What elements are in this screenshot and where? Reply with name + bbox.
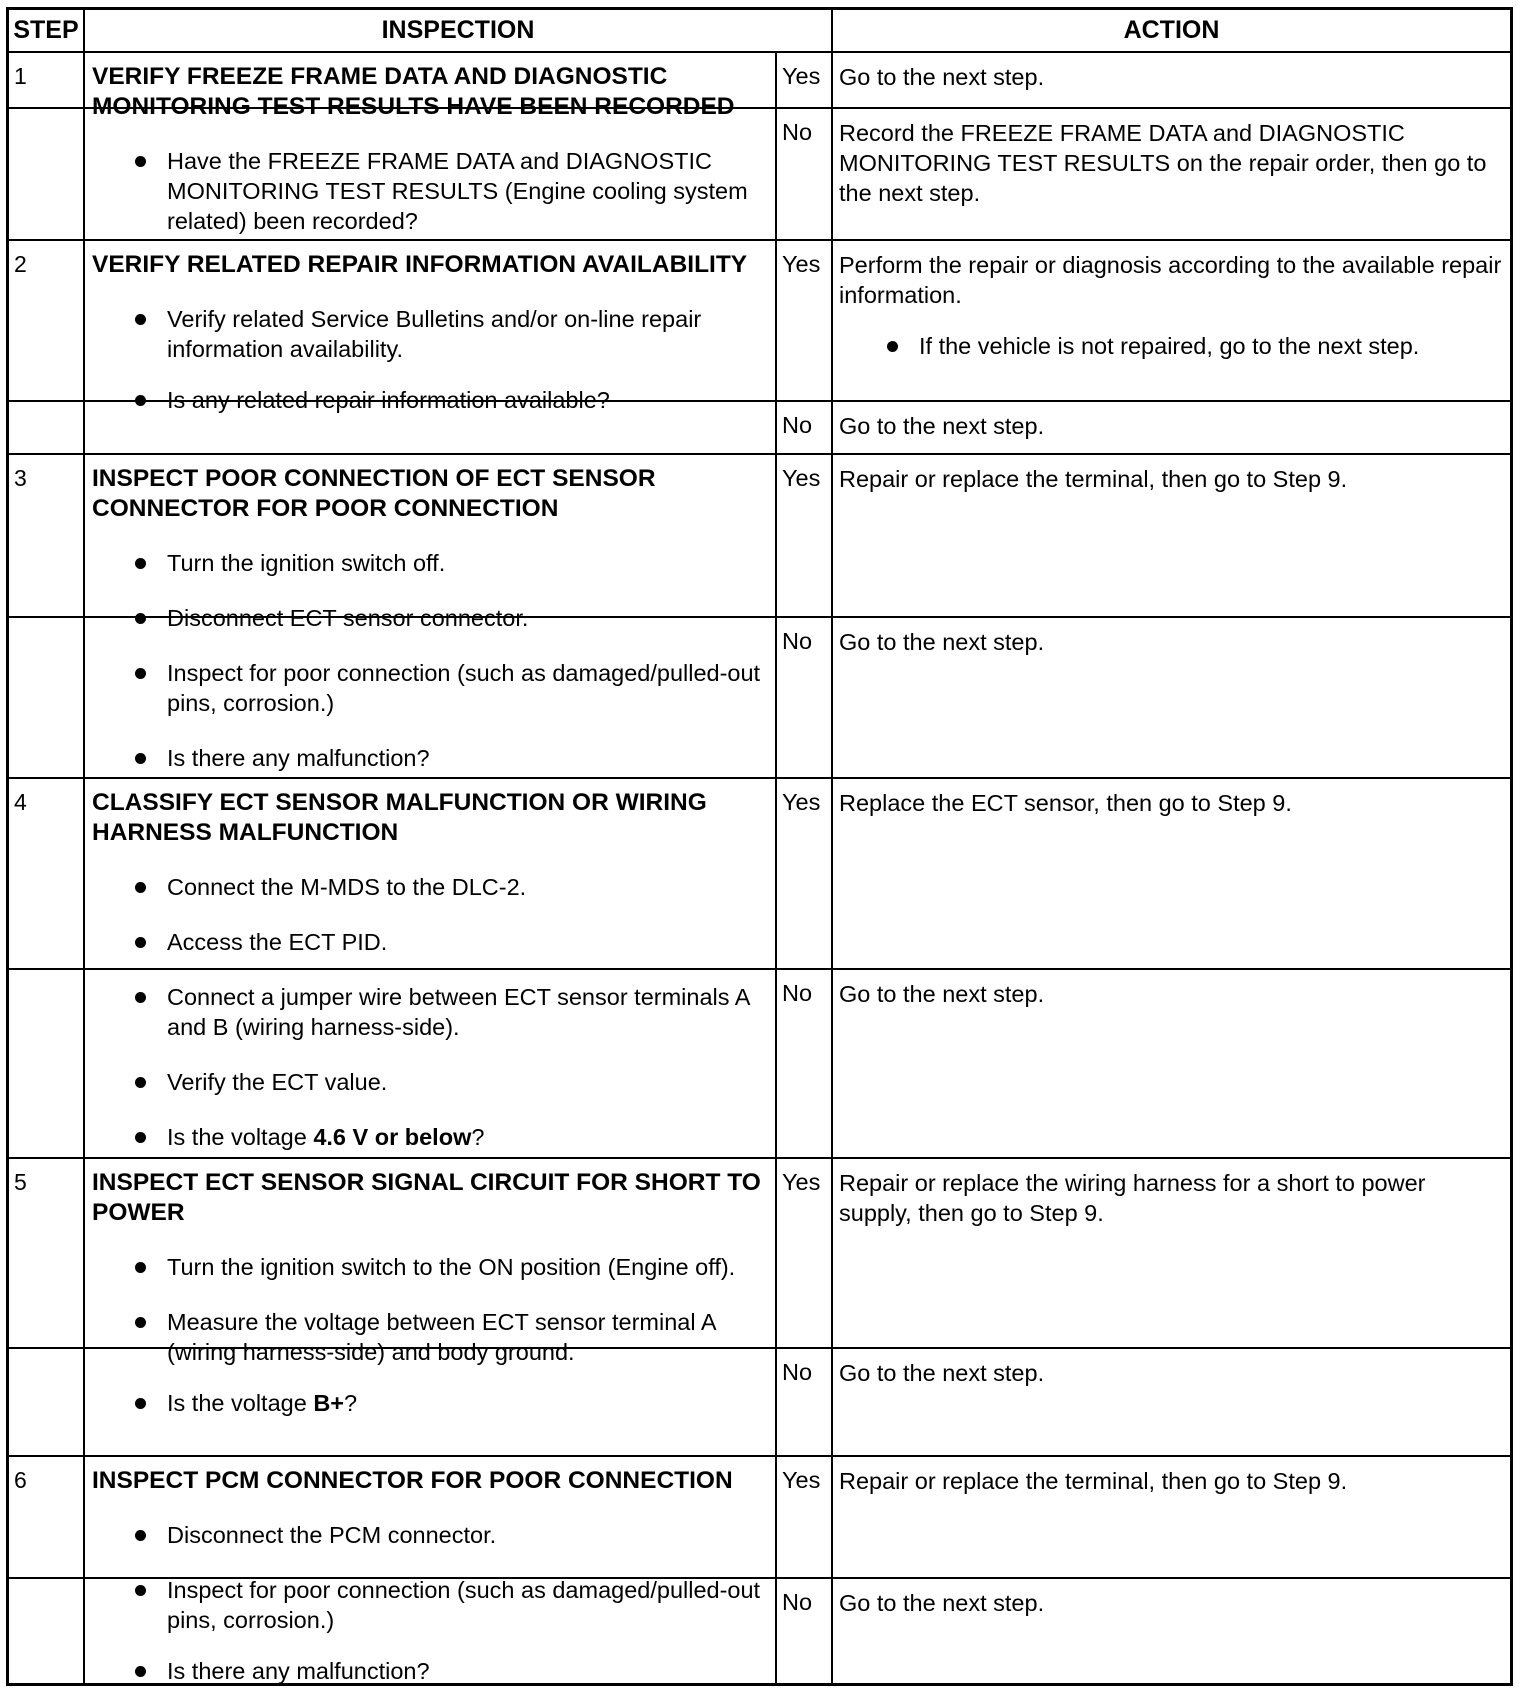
yes-label: Yes	[777, 455, 833, 616]
inspection-bullet: Connect a jumper wire between ECT sensor terminals A and B (wiring harness-side).	[85, 982, 775, 1042]
no-label: No	[777, 618, 833, 777]
header-step: STEP	[9, 10, 85, 51]
no-label: No	[777, 109, 833, 239]
inspection-title: INSPECT POOR CONNECTION OF ECT SENSOR CONNECTOR FOR POOR CONNECTION	[92, 465, 656, 522]
inspection-bullet: Verify the ECT value.	[85, 1067, 775, 1097]
yes-action: Repair or replace the wiring harness for a short to power supply, then go to Step 9.	[839, 1170, 1426, 1226]
inspection-title: CLASSIFY ECT SENSOR MALFUNCTION OR WIRING HARNESS MALFUNCTION	[92, 789, 707, 846]
yes-label: Yes	[777, 1457, 833, 1577]
yes-action-cell	[833, 241, 1510, 400]
step-number: 4	[9, 779, 85, 1157]
step-number: 5	[9, 1159, 85, 1455]
yes-branch	[9, 1159, 1510, 1347]
no-label: No	[777, 402, 833, 453]
no-branch	[9, 107, 1510, 239]
inspection-title: INSPECT ECT SENSOR SIGNAL CIRCUIT FOR SHORT TO POWER	[92, 1169, 761, 1226]
inspection-bullet: Inspect for poor connection (such as damaged/pulled-out pins, corrosion.)	[85, 658, 775, 718]
yes-branch	[9, 455, 1510, 616]
no-action: Go to the next step.	[839, 413, 1045, 439]
yes-action: Perform the repair or diagnosis according to the available repair information.	[839, 252, 1502, 308]
no-action: Go to the next step.	[839, 629, 1045, 655]
table-row-step-2	[9, 239, 1510, 453]
table-header-row	[9, 10, 1510, 51]
no-label: No	[777, 1349, 833, 1455]
no-branch	[9, 1347, 1510, 1455]
table-row-step-6	[9, 1455, 1510, 1683]
diagnostic-procedure-table	[6, 7, 1513, 1686]
question-end: ?	[471, 1124, 485, 1150]
inspection-bullet: Measure the voltage between ECT sensor terminal A (wiring harness-side) and body ground.	[85, 1307, 775, 1367]
yes-branch	[9, 53, 1510, 107]
inspection-bullet: Verify related Service Bulletins and/or on-line repair information availability.	[85, 304, 775, 364]
yes-label: Yes	[777, 1159, 833, 1347]
inspection-bullet: Access the ECT PID.	[85, 927, 775, 957]
yes-action-bullet: If the vehicle is not repaired, go to the next step.	[839, 331, 1502, 361]
table-row-step-3	[9, 453, 1510, 777]
question-end: ?	[344, 1390, 358, 1416]
no-action: Go to the next step.	[839, 1360, 1045, 1386]
no-label: No	[777, 1579, 833, 1683]
step-number: 2	[9, 241, 85, 453]
table-row-step-4	[9, 777, 1510, 1157]
no-branch	[9, 1577, 1510, 1683]
no-action: Go to the next step.	[839, 1590, 1045, 1616]
no-branch	[9, 968, 1510, 1157]
no-branch	[9, 616, 1510, 777]
inspection-bullet: Is there any malfunction?	[85, 743, 775, 773]
no-branch	[9, 400, 1510, 453]
inspection-bullet: Is any related repair information available?	[85, 385, 775, 415]
header-inspection: INSPECTION	[85, 10, 833, 51]
yes-action: Replace the ECT sensor, then go to Step 9.	[839, 790, 1292, 816]
yes-action: Go to the next step.	[839, 64, 1045, 90]
header-action: ACTION	[1123, 16, 1220, 44]
inspection-bullet: Connect the M-MDS to the DLC-2.	[85, 872, 775, 902]
table-row-step-5	[9, 1157, 1510, 1455]
inspection-bullet: Disconnect ECT sensor connector.	[85, 603, 775, 633]
no-action: Go to the next step.	[839, 981, 1045, 1007]
inspection-bullet: Disconnect the PCM connector.	[85, 1520, 775, 1550]
question-value: 4.6 V or below	[313, 1124, 472, 1150]
yes-branch	[9, 241, 1510, 400]
inspection-title: VERIFY RELATED REPAIR INFORMATION AVAILABILITY	[92, 251, 748, 278]
inspection-bullet: Inspect for poor connection (such as damaged/pulled-out pins, corrosion.)	[85, 1575, 775, 1635]
yes-label: Yes	[777, 241, 833, 400]
yes-branch	[9, 1457, 1510, 1577]
yes-label: Yes	[777, 779, 833, 968]
yes-action: Repair or replace the terminal, then go to Step 9.	[839, 466, 1348, 492]
yes-label: Yes	[777, 53, 833, 107]
yes-action: Repair or replace the terminal, then go to Step 9.	[839, 1468, 1348, 1494]
question-text: Is the voltage	[167, 1124, 314, 1150]
table-row-step-1	[9, 51, 1510, 239]
step-number: 3	[9, 455, 85, 777]
question-text: Is the voltage	[167, 1390, 314, 1416]
inspection-title: VERIFY FREEZE FRAME DATA AND DIAGNOSTIC MONITORING TEST RESULTS HAVE BEEN RECORDED	[92, 63, 735, 120]
inspection-bullet: Have the FREEZE FRAME DATA and DIAGNOSTIC MONITORING TEST RESULTS (Engine cooling system related) been recorded?	[85, 146, 775, 236]
inspection-bullet: Turn the ignition switch to the ON position (Engine off).	[85, 1252, 775, 1282]
step-number: 1	[9, 53, 85, 239]
step-number: 6	[9, 1457, 85, 1683]
no-action: Record the FREEZE FRAME DATA and DIAGNOSTIC MONITORING TEST RESULTS on the repair order, then go to the next step.	[839, 120, 1487, 206]
yes-branch	[9, 779, 1510, 968]
inspection-bullet: Turn the ignition switch off.	[85, 548, 775, 578]
question-value: B+	[313, 1390, 345, 1416]
inspection-bullet: Is there any malfunction?	[85, 1656, 775, 1686]
no-label: No	[777, 970, 833, 1157]
inspection-title: INSPECT PCM CONNECTOR FOR POOR CONNECTION	[92, 1467, 733, 1494]
